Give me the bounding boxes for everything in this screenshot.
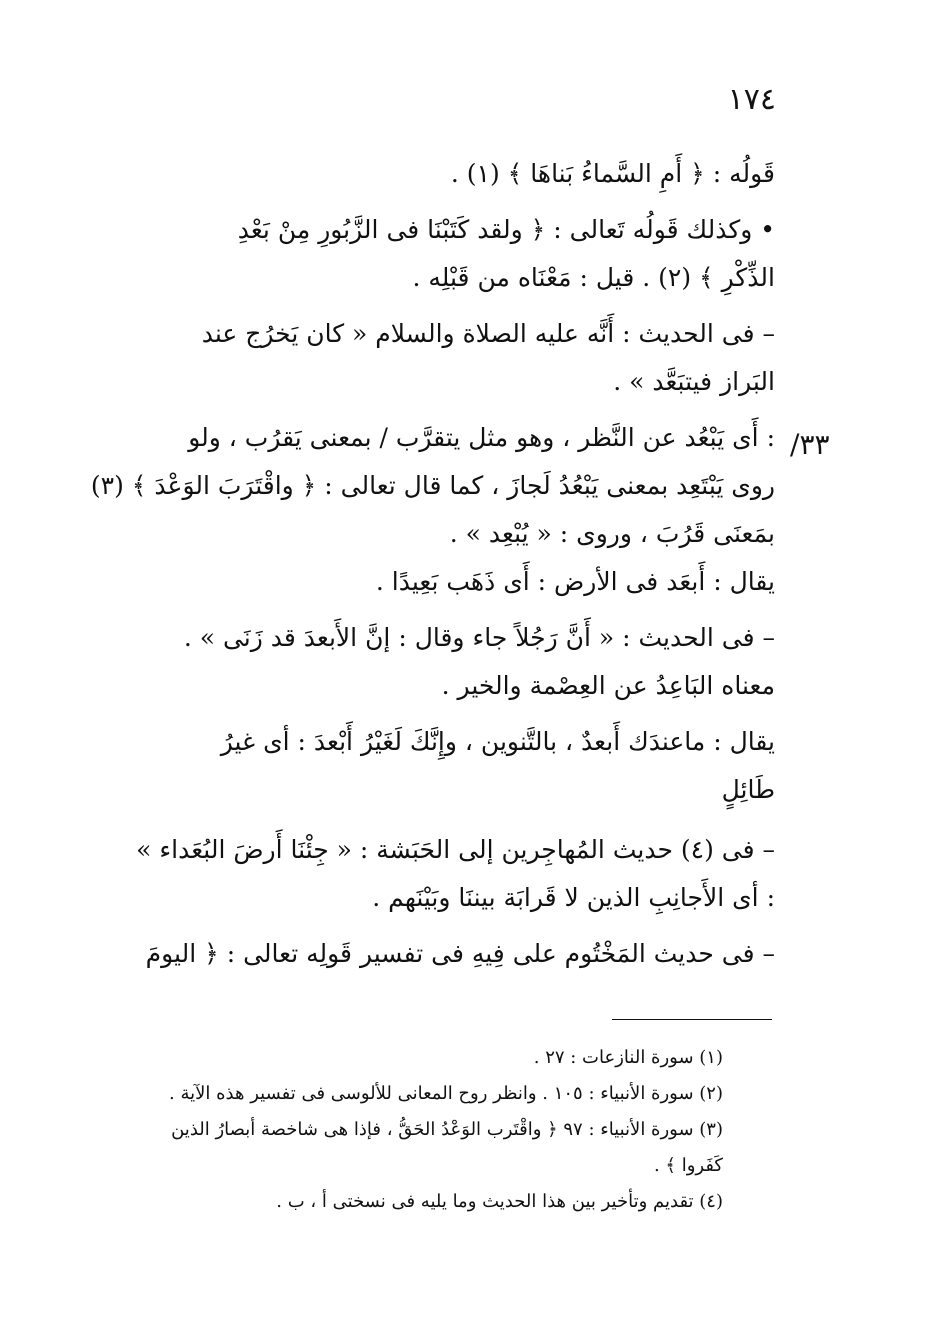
text-line: – فى حديث المَخْتُوم على فِيهِ فى تفسير قَولِه تعالى : ﴿ اليومَ	[145, 939, 775, 968]
text-line: قَولُه : ﴿ أَمِ السَّماءُ بَناهَا ﴾ (١) .	[450, 159, 775, 188]
text-line: • وكذلك قَولُه تَعالى : ﴿ ولقد كَتَبْنَا فى الزَّبُورِ مِنْ بَعْدِ	[237, 215, 775, 244]
footnote-line: (٤) تقديم وتأخير بين هذا الحديث وما يليه فى نسختى أ ، ب .	[276, 1191, 723, 1212]
text-line: بمَعنَى قَرُبَ ، وروى : « يُبْعِد » .	[449, 519, 775, 548]
text-line: : أى الأَجانِبِ الذين لا قَرابَة بيننَا وبَيْنَهم .	[372, 883, 775, 912]
footnotes	[105, 1040, 723, 1220]
text-line: روى يَبْتَعِد بمعنى يَبْعُدُ لَجازَ ، كما قال تعالى : ﴿ واقْتَرَبَ الوَعْدَ ﴾ (٣)	[90, 471, 775, 500]
main-text	[90, 150, 775, 978]
footnote-line: كَفَروا ﴾ .	[653, 1155, 723, 1176]
text-line: : أَى يَبْعُد عن النَّظر ، وهو مثل يتقرَّب / بمعنى يَقرُب ، ولو	[188, 423, 775, 452]
text-line: البَراز فيتبَعَّد » .	[613, 367, 775, 396]
text-line: – فى الحديث : « أَنَّ رَجُلاً جاء وقال : إنَّ الأَبعدَ قد زَنَى » .	[183, 623, 775, 652]
text-line: معناه البَاعِدُ عن العِصْمة والخير .	[441, 671, 775, 700]
footnote-line: (١) سورة النازعات : ٢٧ .	[533, 1047, 723, 1068]
text-line: يقال : أَبعَد فى الأرض : أَى ذَهَب بَعِيدًا .	[375, 567, 775, 596]
margin-page-reference: ٣٣/	[790, 428, 830, 461]
text-line: الذِّكْرِ ﴾ (٢) . قيل : مَعْنَاه من قَبْلِه .	[412, 263, 775, 292]
text-line: يقال : ماعندَك أَبعدٌ ، بالتَّنوين ، وإِنَّكَ لَغَيْرُ أَبْعدَ : أى غيرُ	[220, 727, 775, 756]
page-number: ١٧٤	[727, 82, 776, 117]
text-line: طَائِلٍ	[721, 775, 775, 804]
text-line: – فى (٤) حديث المُهاجِرين إلى الحَبَشة : « جِئْنَا أَرضَ البُعَداء »	[136, 835, 775, 864]
footnote-divider	[612, 1019, 772, 1020]
text-line: – فى الحديث : أَنَّه عليه الصلاة والسلام « كان يَخرُج عند	[201, 319, 775, 348]
footnote-line: (٣) سورة الأنبياء : ٩٧ ﴿ واقْتَرب الوَعْدُ الحَقُّ ، فإذا هى شاخصة أبصارُ الذين	[171, 1119, 723, 1140]
footnote-line: (٢) سورة الأنبياء : ١٠٥ . وانظر روح المعانى للألوسى فى تفسير هذه الآية .	[169, 1083, 723, 1104]
